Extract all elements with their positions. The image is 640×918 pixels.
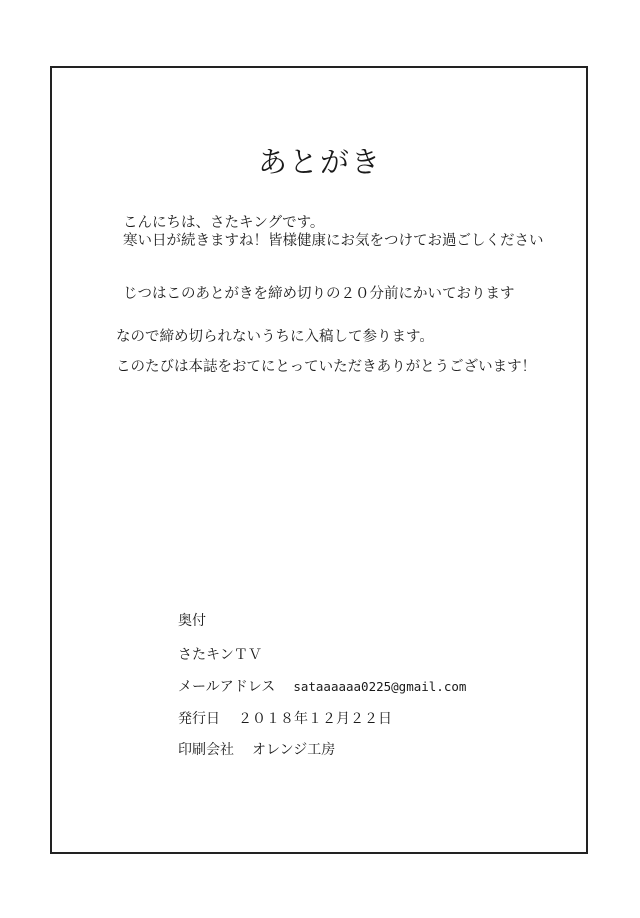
deadline-line: じつはこのあとがきを締め切りの２０分前にかいております xyxy=(123,286,515,302)
email-label: メールアドレス xyxy=(178,679,276,695)
greeting-line: こんにちは、さたキングです。 xyxy=(123,215,325,231)
printer-label: 印刷会社 xyxy=(178,742,234,758)
date-label: 発行日 xyxy=(178,711,220,727)
date-row xyxy=(178,710,392,728)
submission-line: なので締め切られないうちに入稿して参ります。 xyxy=(116,329,434,345)
page-title: あとがき xyxy=(257,145,382,179)
email-row xyxy=(178,678,466,696)
publish-date: ２０１８年１２月２２日 xyxy=(238,711,392,727)
page-border xyxy=(50,66,588,854)
colophon-heading: 奥付 xyxy=(178,613,206,629)
thanks-line: このたびは本誌をおてにとっていただきありがとうございます！ xyxy=(116,359,537,375)
circle-name: さたキンＴＶ xyxy=(178,647,262,663)
email-address: sataaaaaa0225@gmail.com xyxy=(293,679,467,694)
printer-name: オレンジ工房 xyxy=(252,742,336,758)
season-line: 寒い日が続きますね！皆様健康にお気をつけてお過ごしください xyxy=(123,233,544,249)
printer-row xyxy=(178,741,335,759)
